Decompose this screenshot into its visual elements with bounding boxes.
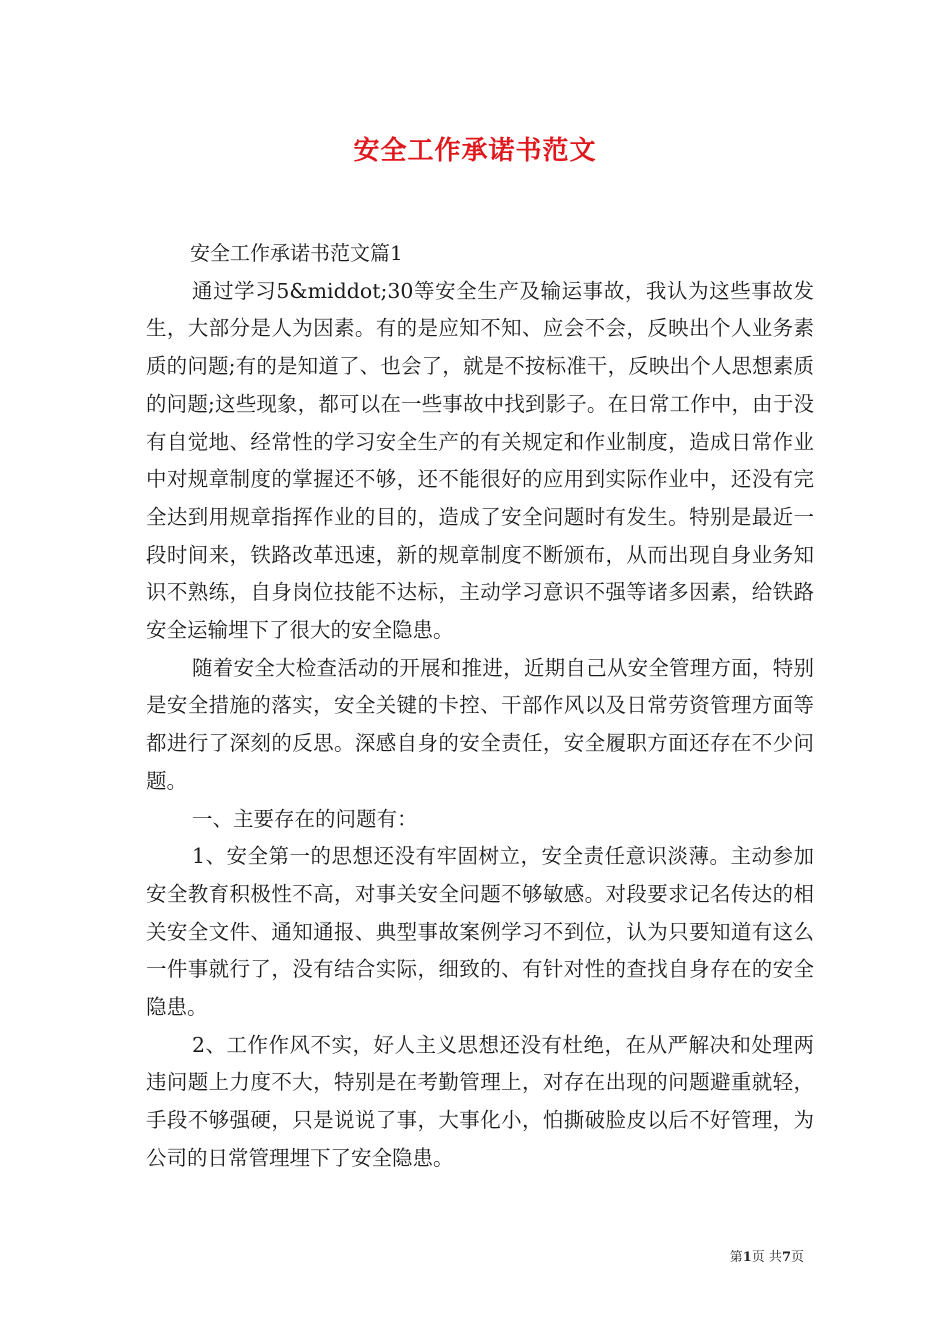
paragraph-4: 1、安全第一的思想还没有牢固树立，安全责任意识淡薄。主动参加安全教育积极性不高，对事关安全问题不够敏感。对段要求记名传达的相关安全文件、通知通报、典型事故案例学习不到位，认为只要知道有这么一件事就行了，没有结合实际，细致的、有针对性的查找自身存在的安全隐患。 (146, 844, 814, 1020)
footer-middle: 页 共 (751, 1250, 782, 1265)
document-body (146, 235, 814, 1178)
section-heading: 安全工作承诺书范文篇1 (190, 241, 403, 265)
paragraph-2: 随着安全大检查活动的开展和推进，近期自己从安全管理方面，特别是安全措施的落实，安全关键的卡控、干部作风以及日常劳资管理方面等都进行了深刻的反思。深感自身的安全责任，安全履职方面还存在不少问题。 (146, 655, 814, 793)
page-title: 安全工作承诺书范文 (353, 136, 597, 166)
page-number-footer (730, 1246, 804, 1265)
paragraph-5: 2、工作作风不实，好人主义思想还没有杜绝，在从严解决和处理两违问题上力度不大，特别是在考勤管理上，对存在出现的问题避重就轻，手段不够强硬，只是说说了事，大事化小，怕撕破脸皮以后不好管理，为公司的日常管理埋下了安全隐患。 (146, 1032, 814, 1170)
footer-current-page: 1 (742, 1250, 752, 1265)
paragraph-1: 通过学习5&middot;30等安全生产及输运事故，我认为这些事故发生，大部分是人为因素。有的是应知不知、应会不会，反映出个人业务素质的问题;有的是知道了、也会了，就是不按标准干，反映出个人思想素质的问题;这些现象，都可以在一些事故中找到影子。在日常工作中，由于没有自觉地、经常性的学习安全生产的有关规定和作业制度，造成日常作业中对规章制度的掌握还不够，还不能很好的应用到实际作业中，还没有完全达到用规章指挥作业的目的，造成了安全问题时有发生。特别是最近一段时间来，铁路改革迅速，新的规章制度不断颁布，从而出现自身业务知识不熟练，自身岗位技能不达标，主动学习意识不强等诸多因素，给铁路安全运输埋下了很大的安全隐患。 (146, 278, 814, 643)
footer-prefix: 第 (729, 1250, 743, 1265)
paragraph-3: 一、主要存在的问题有： (192, 806, 418, 831)
footer-total-pages: 7 (781, 1250, 791, 1265)
footer-suffix: 页 (790, 1250, 804, 1265)
